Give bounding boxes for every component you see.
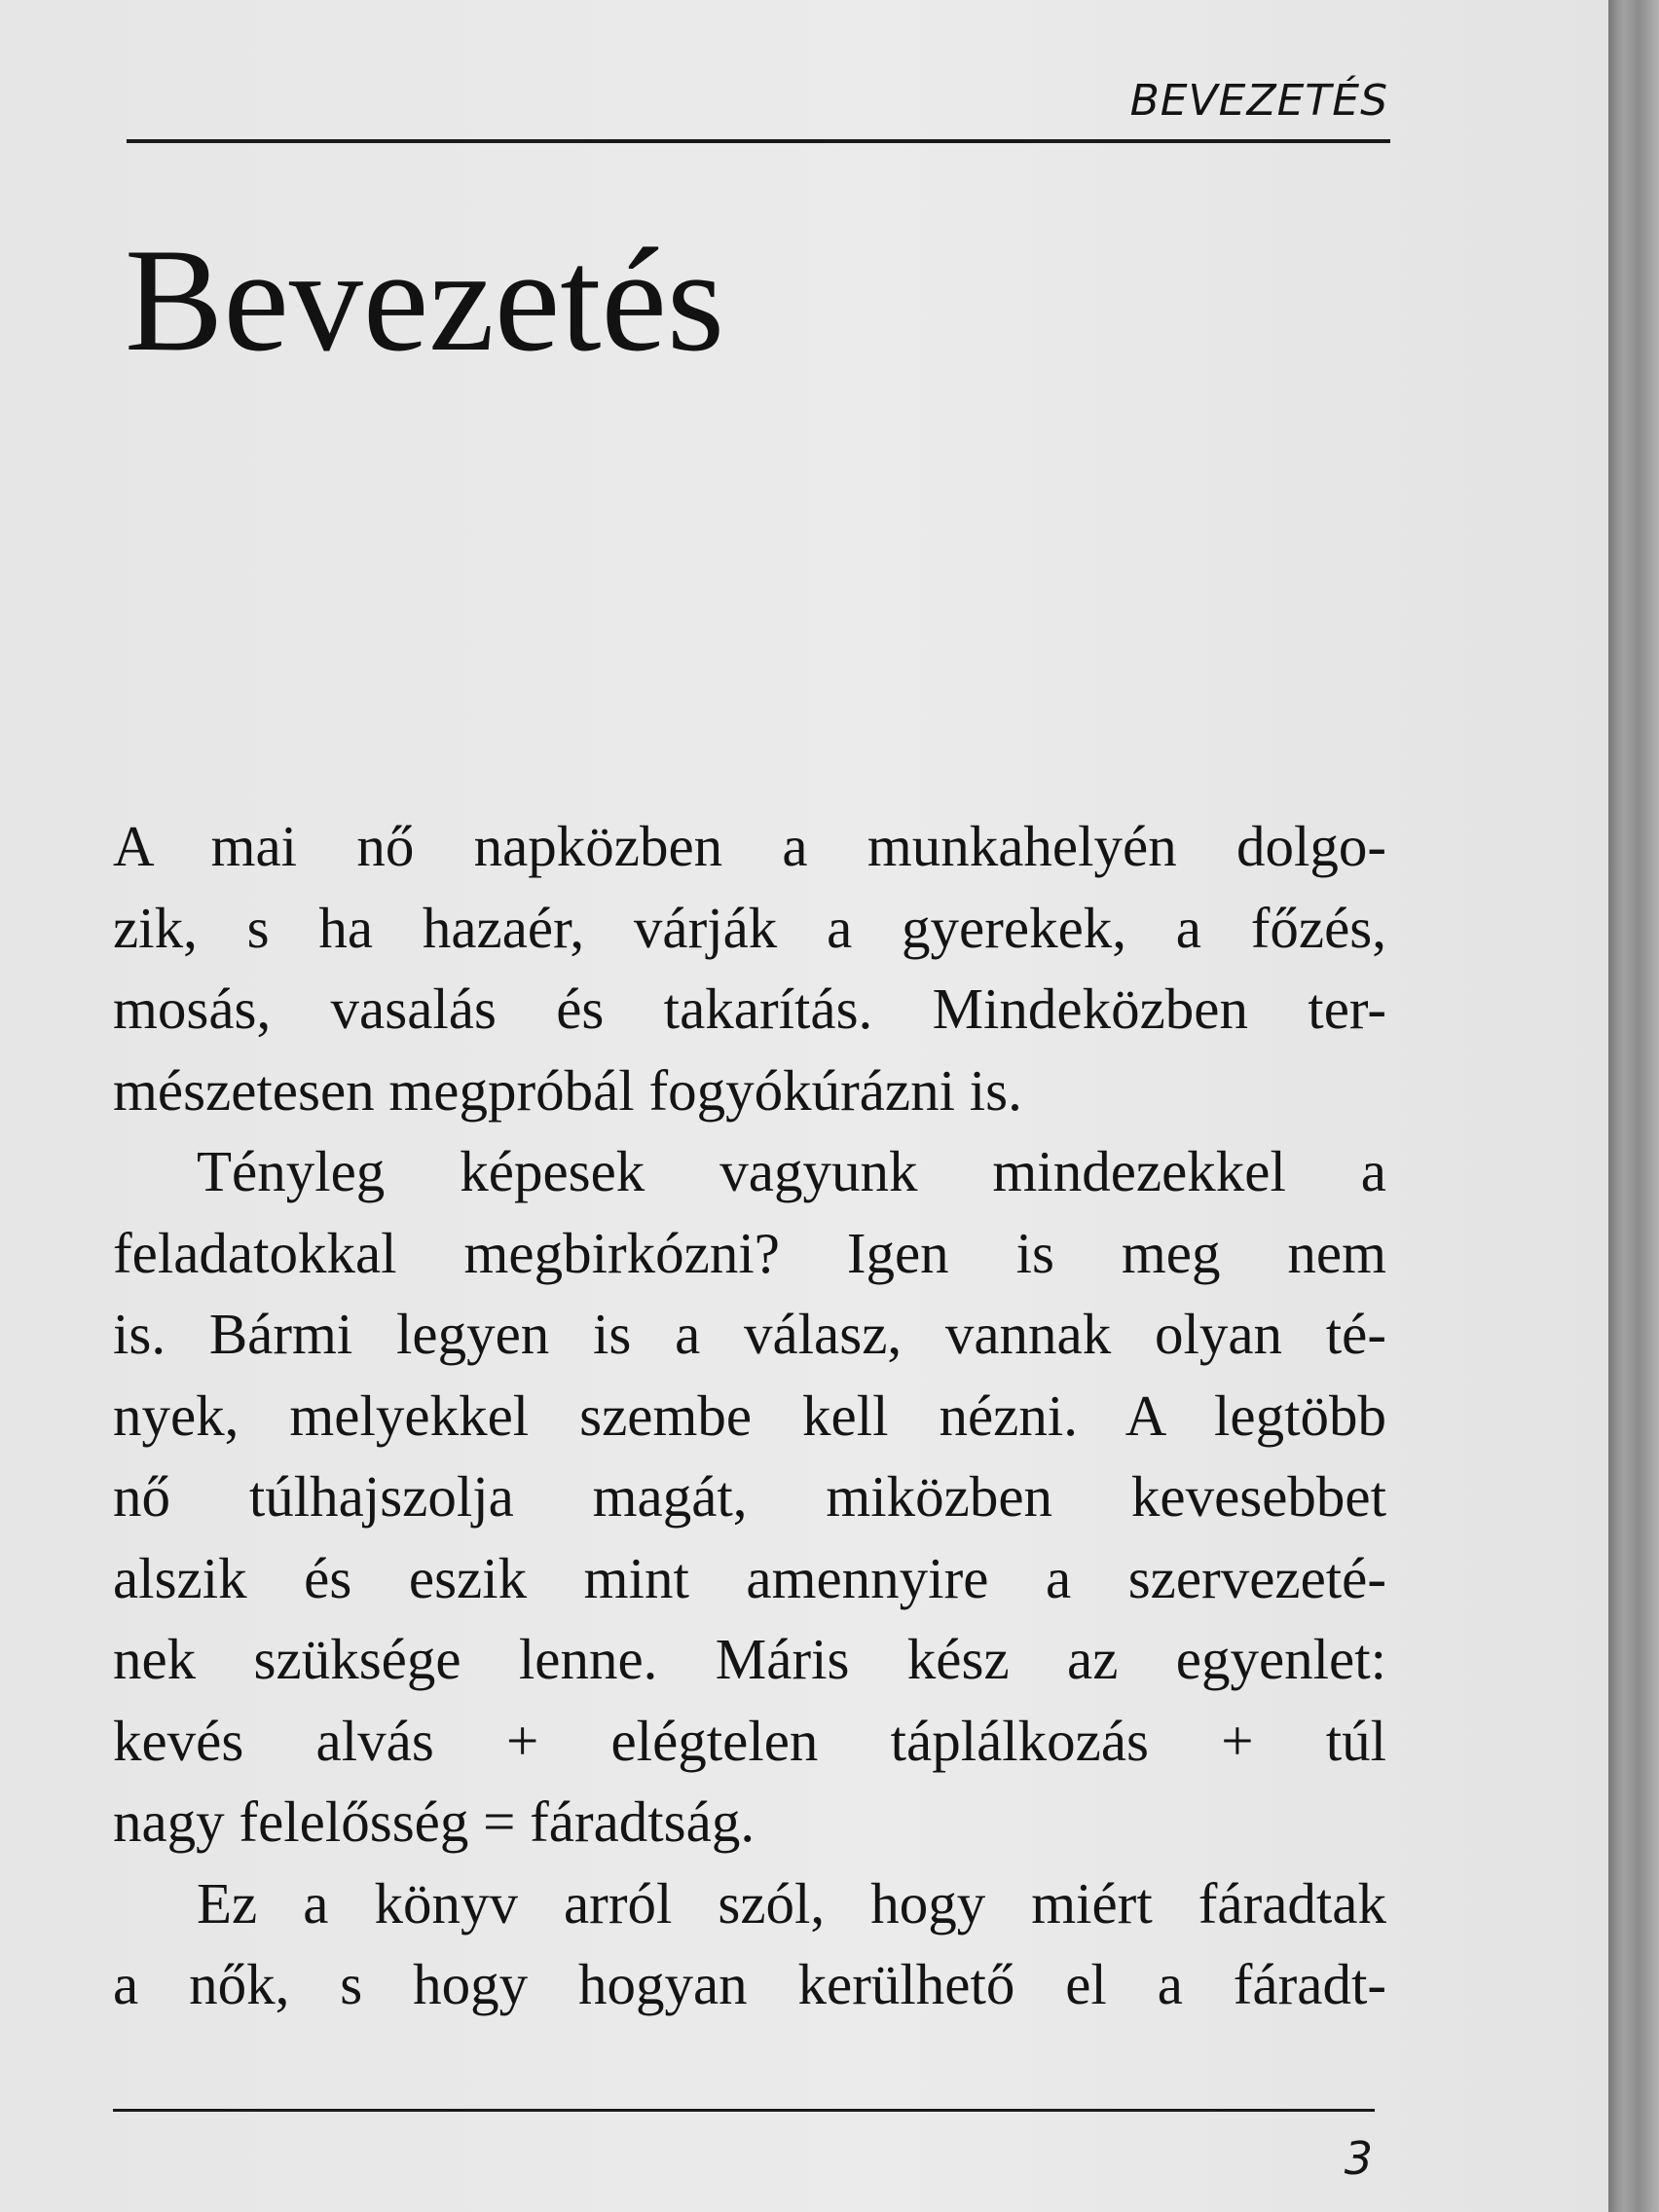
text-line: nagy felelősség = fáradtság. bbox=[113, 1789, 756, 1854]
text-line: zik, s ha hazaér, várják a gyerekek, a főzés, bbox=[113, 895, 1386, 960]
chapter-title: Bevezetés bbox=[125, 218, 725, 382]
page-number: 3 bbox=[1344, 2132, 1373, 2185]
text-line: A mai nő napközben a munkahelyén dolgo- bbox=[113, 814, 1386, 878]
text-line: Ez a könyv arról szól, hogy miért fáradtak bbox=[197, 1870, 1386, 1936]
text-line: is. Bármi legyen is a válasz, vannak olyan té- bbox=[113, 1302, 1386, 1366]
text-line: Tényleg képesek vagyunk mindezekkel a bbox=[197, 1139, 1386, 1203]
text-line: nek szüksége lenne. Máris kész az egyenlet: bbox=[113, 1627, 1386, 1691]
book-spine-edge bbox=[1608, 0, 1659, 2212]
text-line: mosás, vasalás és takarítás. Mindeközben ter- bbox=[113, 977, 1386, 1041]
body-text bbox=[113, 806, 1386, 2026]
text-line: kevés alvás + elégtelen táplálkozás + túl bbox=[113, 1708, 1386, 1773]
running-head: BEVEZETÉS bbox=[1129, 76, 1388, 126]
text-line: a nők, s hogy hogyan kerülhető el a fáradt- bbox=[113, 1952, 1386, 2016]
text-line: feladatokkal megbirkózni? Igen is meg nem bbox=[113, 1220, 1386, 1285]
text-line: nyek, melyekkel szembe kell nézni. A legtöbb bbox=[113, 1382, 1386, 1448]
text-line: mészetesen megpróbál fogyókúrázni is. bbox=[113, 1057, 1022, 1123]
text-line: nő túlhajszolja magát, miközben kevesebbet bbox=[113, 1464, 1386, 1529]
footer-rule bbox=[113, 2109, 1375, 2112]
header-rule bbox=[127, 139, 1390, 143]
text-line: alszik és eszik mint amennyire a szervezeté- bbox=[113, 1545, 1386, 1610]
